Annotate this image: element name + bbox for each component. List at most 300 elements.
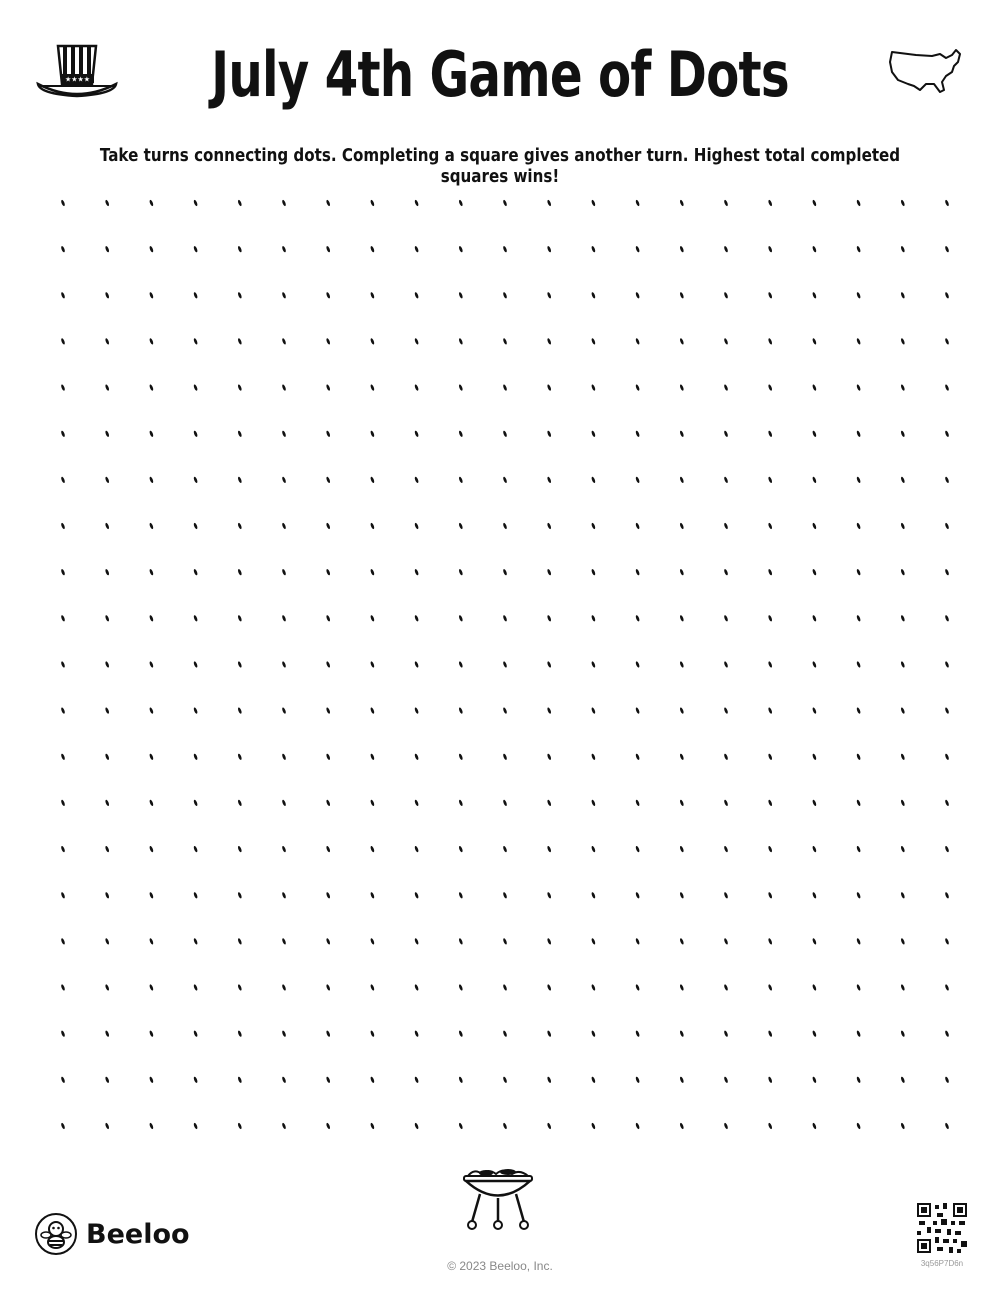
grid-dot[interactable]	[856, 846, 861, 853]
grid-dot[interactable]	[812, 938, 817, 945]
grid-dot[interactable]	[723, 246, 728, 253]
grid-dot[interactable]	[370, 846, 375, 853]
grid-dot[interactable]	[370, 1076, 375, 1083]
grid-dot[interactable]	[944, 246, 949, 253]
grid-dot[interactable]	[414, 1030, 419, 1037]
grid-dot[interactable]	[105, 799, 110, 806]
grid-dot[interactable]	[768, 246, 773, 253]
grid-dot[interactable]	[458, 753, 463, 760]
grid-dot[interactable]	[458, 476, 463, 483]
grid-dot[interactable]	[679, 707, 684, 714]
grid-dot[interactable]	[502, 984, 507, 991]
grid-dot[interactable]	[812, 846, 817, 853]
grid-dot[interactable]	[149, 799, 154, 806]
grid-dot[interactable]	[547, 292, 552, 299]
grid-dot[interactable]	[679, 938, 684, 945]
grid-dot[interactable]	[679, 984, 684, 991]
grid-dot[interactable]	[547, 199, 552, 206]
grid-dot[interactable]	[591, 569, 596, 576]
grid-dot[interactable]	[944, 661, 949, 668]
grid-dot[interactable]	[326, 384, 331, 391]
grid-dot[interactable]	[591, 1076, 596, 1083]
grid-dot[interactable]	[458, 569, 463, 576]
grid-dot[interactable]	[723, 338, 728, 345]
grid-dot[interactable]	[502, 522, 507, 529]
grid-dot[interactable]	[237, 707, 242, 714]
grid-dot[interactable]	[591, 661, 596, 668]
grid-dot[interactable]	[547, 1122, 552, 1129]
grid-dot[interactable]	[60, 938, 65, 945]
grid-dot[interactable]	[944, 292, 949, 299]
grid-dot[interactable]	[237, 430, 242, 437]
grid-dot[interactable]	[60, 1122, 65, 1129]
grid-dot[interactable]	[149, 984, 154, 991]
grid-dot[interactable]	[193, 430, 198, 437]
grid-dot[interactable]	[370, 338, 375, 345]
grid-dot[interactable]	[635, 246, 640, 253]
grid-dot[interactable]	[547, 984, 552, 991]
grid-dot[interactable]	[812, 1076, 817, 1083]
grid-dot[interactable]	[812, 707, 817, 714]
grid-dot[interactable]	[370, 938, 375, 945]
grid-dot[interactable]	[149, 938, 154, 945]
grid-dot[interactable]	[635, 384, 640, 391]
grid-dot[interactable]	[856, 476, 861, 483]
grid-dot[interactable]	[635, 938, 640, 945]
grid-dot[interactable]	[812, 615, 817, 622]
grid-dot[interactable]	[547, 938, 552, 945]
grid-dot[interactable]	[458, 707, 463, 714]
grid-dot[interactable]	[547, 753, 552, 760]
grid-dot[interactable]	[547, 846, 552, 853]
grid-dot[interactable]	[414, 615, 419, 622]
grid-dot[interactable]	[281, 1030, 286, 1037]
grid-dot[interactable]	[149, 1122, 154, 1129]
grid-dot[interactable]	[944, 430, 949, 437]
grid-dot[interactable]	[60, 384, 65, 391]
grid-dot[interactable]	[414, 246, 419, 253]
grid-dot[interactable]	[370, 522, 375, 529]
grid-dot[interactable]	[237, 661, 242, 668]
grid-dot[interactable]	[326, 892, 331, 899]
grid-dot[interactable]	[414, 846, 419, 853]
grid-dot[interactable]	[281, 384, 286, 391]
grid-dot[interactable]	[856, 338, 861, 345]
grid-dot[interactable]	[591, 799, 596, 806]
grid-dot[interactable]	[768, 661, 773, 668]
grid-dot[interactable]	[502, 938, 507, 945]
grid-dot[interactable]	[414, 661, 419, 668]
grid-dot[interactable]	[458, 1076, 463, 1083]
grid-dot[interactable]	[193, 292, 198, 299]
grid-dot[interactable]	[237, 984, 242, 991]
grid-dot[interactable]	[944, 476, 949, 483]
grid-dot[interactable]	[591, 753, 596, 760]
grid-dot[interactable]	[723, 707, 728, 714]
grid-dot[interactable]	[414, 569, 419, 576]
grid-dot[interactable]	[768, 846, 773, 853]
grid-dot[interactable]	[193, 661, 198, 668]
grid-dot[interactable]	[60, 430, 65, 437]
grid-dot[interactable]	[281, 1076, 286, 1083]
grid-dot[interactable]	[326, 292, 331, 299]
grid-dot[interactable]	[900, 1076, 905, 1083]
grid-dot[interactable]	[856, 1076, 861, 1083]
grid-dot[interactable]	[149, 384, 154, 391]
grid-dot[interactable]	[149, 753, 154, 760]
grid-dot[interactable]	[414, 292, 419, 299]
grid-dot[interactable]	[414, 1122, 419, 1129]
grid-dot[interactable]	[458, 384, 463, 391]
grid-dot[interactable]	[856, 430, 861, 437]
grid-dot[interactable]	[635, 661, 640, 668]
grid-dot[interactable]	[149, 522, 154, 529]
grid-dot[interactable]	[635, 984, 640, 991]
grid-dot[interactable]	[768, 1076, 773, 1083]
grid-dot[interactable]	[60, 199, 65, 206]
grid-dot[interactable]	[414, 430, 419, 437]
grid-dot[interactable]	[723, 569, 728, 576]
grid-dot[interactable]	[458, 338, 463, 345]
grid-dot[interactable]	[900, 1030, 905, 1037]
grid-dot[interactable]	[547, 892, 552, 899]
grid-dot[interactable]	[149, 707, 154, 714]
grid-dot[interactable]	[370, 569, 375, 576]
grid-dot[interactable]	[900, 338, 905, 345]
grid-dot[interactable]	[193, 246, 198, 253]
grid-dot[interactable]	[60, 292, 65, 299]
grid-dot[interactable]	[768, 1030, 773, 1037]
grid-dot[interactable]	[812, 476, 817, 483]
grid-dot[interactable]	[679, 476, 684, 483]
grid-dot[interactable]	[679, 1076, 684, 1083]
grid-dot[interactable]	[281, 753, 286, 760]
grid-dot[interactable]	[944, 1122, 949, 1129]
grid-dot[interactable]	[237, 615, 242, 622]
grid-dot[interactable]	[193, 846, 198, 853]
grid-dot[interactable]	[679, 1030, 684, 1037]
grid-dot[interactable]	[237, 246, 242, 253]
grid-dot[interactable]	[193, 1122, 198, 1129]
grid-dot[interactable]	[547, 615, 552, 622]
grid-dot[interactable]	[679, 615, 684, 622]
grid-dot[interactable]	[635, 430, 640, 437]
grid-dot[interactable]	[281, 892, 286, 899]
grid-dot[interactable]	[768, 615, 773, 622]
grid-dot[interactable]	[370, 707, 375, 714]
grid-dot[interactable]	[547, 1076, 552, 1083]
grid-dot[interactable]	[900, 984, 905, 991]
grid-dot[interactable]	[60, 892, 65, 899]
grid-dot[interactable]	[768, 1122, 773, 1129]
grid-dot[interactable]	[193, 522, 198, 529]
grid-dot[interactable]	[723, 476, 728, 483]
grid-dot[interactable]	[635, 476, 640, 483]
grid-dot[interactable]	[105, 846, 110, 853]
grid-dot[interactable]	[679, 892, 684, 899]
grid-dot[interactable]	[414, 476, 419, 483]
grid-dot[interactable]	[856, 753, 861, 760]
grid-dot[interactable]	[856, 199, 861, 206]
grid-dot[interactable]	[60, 661, 65, 668]
grid-dot[interactable]	[458, 430, 463, 437]
grid-dot[interactable]	[856, 984, 861, 991]
grid-dot[interactable]	[60, 799, 65, 806]
grid-dot[interactable]	[723, 292, 728, 299]
grid-dot[interactable]	[900, 246, 905, 253]
grid-dot[interactable]	[326, 430, 331, 437]
grid-dot[interactable]	[723, 753, 728, 760]
grid-dot[interactable]	[812, 338, 817, 345]
grid-dot[interactable]	[105, 384, 110, 391]
grid-dot[interactable]	[458, 984, 463, 991]
grid-dot[interactable]	[768, 430, 773, 437]
grid-dot[interactable]	[105, 938, 110, 945]
grid-dot[interactable]	[237, 892, 242, 899]
grid-dot[interactable]	[900, 799, 905, 806]
grid-dot[interactable]	[414, 1076, 419, 1083]
grid-dot[interactable]	[635, 799, 640, 806]
grid-dot[interactable]	[768, 984, 773, 991]
grid-dot[interactable]	[723, 1076, 728, 1083]
grid-dot[interactable]	[414, 199, 419, 206]
grid-dot[interactable]	[635, 292, 640, 299]
grid-dot[interactable]	[326, 938, 331, 945]
grid-dot[interactable]	[281, 292, 286, 299]
grid-dot[interactable]	[326, 246, 331, 253]
grid-dot[interactable]	[370, 384, 375, 391]
grid-dot[interactable]	[768, 938, 773, 945]
grid-dot[interactable]	[149, 246, 154, 253]
grid-dot[interactable]	[237, 753, 242, 760]
grid-dot[interactable]	[458, 799, 463, 806]
grid-dot[interactable]	[900, 753, 905, 760]
grid-dot[interactable]	[502, 892, 507, 899]
grid-dot[interactable]	[105, 984, 110, 991]
grid-dot[interactable]	[281, 338, 286, 345]
grid-dot[interactable]	[591, 892, 596, 899]
grid-dot[interactable]	[149, 1076, 154, 1083]
grid-dot[interactable]	[900, 569, 905, 576]
grid-dot[interactable]	[900, 430, 905, 437]
grid-dot[interactable]	[326, 707, 331, 714]
grid-dot[interactable]	[370, 984, 375, 991]
grid-dot[interactable]	[547, 384, 552, 391]
grid-dot[interactable]	[193, 615, 198, 622]
grid-dot[interactable]	[281, 1122, 286, 1129]
grid-dot[interactable]	[900, 938, 905, 945]
grid-dot[interactable]	[237, 384, 242, 391]
grid-dot[interactable]	[547, 707, 552, 714]
grid-dot[interactable]	[370, 799, 375, 806]
grid-dot[interactable]	[502, 430, 507, 437]
grid-dot[interactable]	[370, 1122, 375, 1129]
grid-dot[interactable]	[944, 338, 949, 345]
grid-dot[interactable]	[237, 938, 242, 945]
grid-dot[interactable]	[768, 292, 773, 299]
grid-dot[interactable]	[723, 522, 728, 529]
grid-dot[interactable]	[635, 522, 640, 529]
grid-dot[interactable]	[635, 1030, 640, 1037]
grid-dot[interactable]	[547, 476, 552, 483]
grid-dot[interactable]	[768, 522, 773, 529]
grid-dot[interactable]	[281, 199, 286, 206]
grid-dot[interactable]	[237, 476, 242, 483]
grid-dot[interactable]	[326, 661, 331, 668]
grid-dot[interactable]	[281, 522, 286, 529]
grid-dot[interactable]	[502, 661, 507, 668]
grid-dot[interactable]	[370, 246, 375, 253]
grid-dot[interactable]	[723, 892, 728, 899]
grid-dot[interactable]	[856, 938, 861, 945]
grid-dot[interactable]	[326, 984, 331, 991]
grid-dot[interactable]	[458, 846, 463, 853]
grid-dot[interactable]	[149, 338, 154, 345]
grid-dot[interactable]	[237, 846, 242, 853]
grid-dot[interactable]	[944, 1076, 949, 1083]
grid-dot[interactable]	[502, 384, 507, 391]
grid-dot[interactable]	[105, 707, 110, 714]
grid-dot[interactable]	[281, 707, 286, 714]
grid-dot[interactable]	[502, 338, 507, 345]
grid-dot[interactable]	[723, 384, 728, 391]
grid-dot[interactable]	[60, 615, 65, 622]
grid-dot[interactable]	[547, 661, 552, 668]
grid-dot[interactable]	[414, 384, 419, 391]
grid-dot[interactable]	[326, 569, 331, 576]
grid-dot[interactable]	[281, 661, 286, 668]
grid-dot[interactable]	[326, 615, 331, 622]
grid-dot[interactable]	[149, 846, 154, 853]
grid-dot[interactable]	[547, 246, 552, 253]
grid-dot[interactable]	[856, 661, 861, 668]
grid-dot[interactable]	[812, 292, 817, 299]
grid-dot[interactable]	[635, 753, 640, 760]
grid-dot[interactable]	[679, 292, 684, 299]
grid-dot[interactable]	[635, 892, 640, 899]
grid-dot[interactable]	[900, 292, 905, 299]
grid-dot[interactable]	[900, 476, 905, 483]
grid-dot[interactable]	[591, 1030, 596, 1037]
grid-dot[interactable]	[370, 615, 375, 622]
grid-dot[interactable]	[60, 246, 65, 253]
grid-dot[interactable]	[149, 292, 154, 299]
grid-dot[interactable]	[60, 338, 65, 345]
grid-dot[interactable]	[768, 338, 773, 345]
grid-dot[interactable]	[591, 384, 596, 391]
grid-dot[interactable]	[60, 846, 65, 853]
grid-dot[interactable]	[812, 522, 817, 529]
grid-dot[interactable]	[679, 338, 684, 345]
grid-dot[interactable]	[193, 476, 198, 483]
grid-dot[interactable]	[856, 892, 861, 899]
grid-dot[interactable]	[812, 1030, 817, 1037]
grid-dot[interactable]	[856, 1030, 861, 1037]
grid-dot[interactable]	[326, 799, 331, 806]
grid-dot[interactable]	[900, 522, 905, 529]
grid-dot[interactable]	[149, 430, 154, 437]
grid-dot[interactable]	[458, 938, 463, 945]
grid-dot[interactable]	[856, 522, 861, 529]
grid-dot[interactable]	[679, 661, 684, 668]
grid-dot[interactable]	[856, 707, 861, 714]
grid-dot[interactable]	[326, 1030, 331, 1037]
grid-dot[interactable]	[105, 615, 110, 622]
grid-dot[interactable]	[193, 569, 198, 576]
grid-dot[interactable]	[812, 246, 817, 253]
grid-dot[interactable]	[768, 753, 773, 760]
grid-dot[interactable]	[281, 984, 286, 991]
grid-dot[interactable]	[237, 199, 242, 206]
grid-dot[interactable]	[414, 984, 419, 991]
grid-dot[interactable]	[149, 569, 154, 576]
grid-dot[interactable]	[591, 522, 596, 529]
grid-dot[interactable]	[502, 1030, 507, 1037]
grid-dot[interactable]	[635, 707, 640, 714]
grid-dot[interactable]	[458, 292, 463, 299]
grid-dot[interactable]	[193, 938, 198, 945]
grid-dot[interactable]	[149, 661, 154, 668]
grid-dot[interactable]	[591, 476, 596, 483]
grid-dot[interactable]	[900, 199, 905, 206]
grid-dot[interactable]	[547, 430, 552, 437]
grid-dot[interactable]	[944, 569, 949, 576]
grid-dot[interactable]	[635, 569, 640, 576]
grid-dot[interactable]	[591, 430, 596, 437]
grid-dot[interactable]	[105, 892, 110, 899]
grid-dot[interactable]	[237, 292, 242, 299]
grid-dot[interactable]	[591, 846, 596, 853]
grid-dot[interactable]	[105, 430, 110, 437]
grid-dot[interactable]	[502, 476, 507, 483]
grid-dot[interactable]	[149, 1030, 154, 1037]
grid-dot[interactable]	[326, 476, 331, 483]
grid-dot[interactable]	[679, 1122, 684, 1129]
grid-dot[interactable]	[768, 199, 773, 206]
grid-dot[interactable]	[281, 846, 286, 853]
grid-dot[interactable]	[502, 292, 507, 299]
grid-dot[interactable]	[414, 707, 419, 714]
grid-dot[interactable]	[723, 199, 728, 206]
grid-dot[interactable]	[370, 199, 375, 206]
grid-dot[interactable]	[414, 892, 419, 899]
grid-dot[interactable]	[812, 892, 817, 899]
grid-dot[interactable]	[281, 476, 286, 483]
grid-dot[interactable]	[281, 430, 286, 437]
grid-dot[interactable]	[60, 1076, 65, 1083]
grid-dot[interactable]	[414, 522, 419, 529]
grid-dot[interactable]	[723, 846, 728, 853]
grid-dot[interactable]	[193, 799, 198, 806]
grid-dot[interactable]	[591, 1122, 596, 1129]
grid-dot[interactable]	[900, 1122, 905, 1129]
grid-dot[interactable]	[193, 892, 198, 899]
grid-dot[interactable]	[635, 338, 640, 345]
grid-dot[interactable]	[193, 384, 198, 391]
grid-dot[interactable]	[502, 246, 507, 253]
grid-dot[interactable]	[105, 246, 110, 253]
grid-dot[interactable]	[768, 569, 773, 576]
grid-dot[interactable]	[768, 892, 773, 899]
grid-dot[interactable]	[723, 661, 728, 668]
grid-dot[interactable]	[900, 892, 905, 899]
grid-dot[interactable]	[768, 799, 773, 806]
grid-dot[interactable]	[458, 615, 463, 622]
grid-dot[interactable]	[105, 199, 110, 206]
grid-dot[interactable]	[635, 199, 640, 206]
grid-dot[interactable]	[856, 384, 861, 391]
grid-dot[interactable]	[502, 569, 507, 576]
